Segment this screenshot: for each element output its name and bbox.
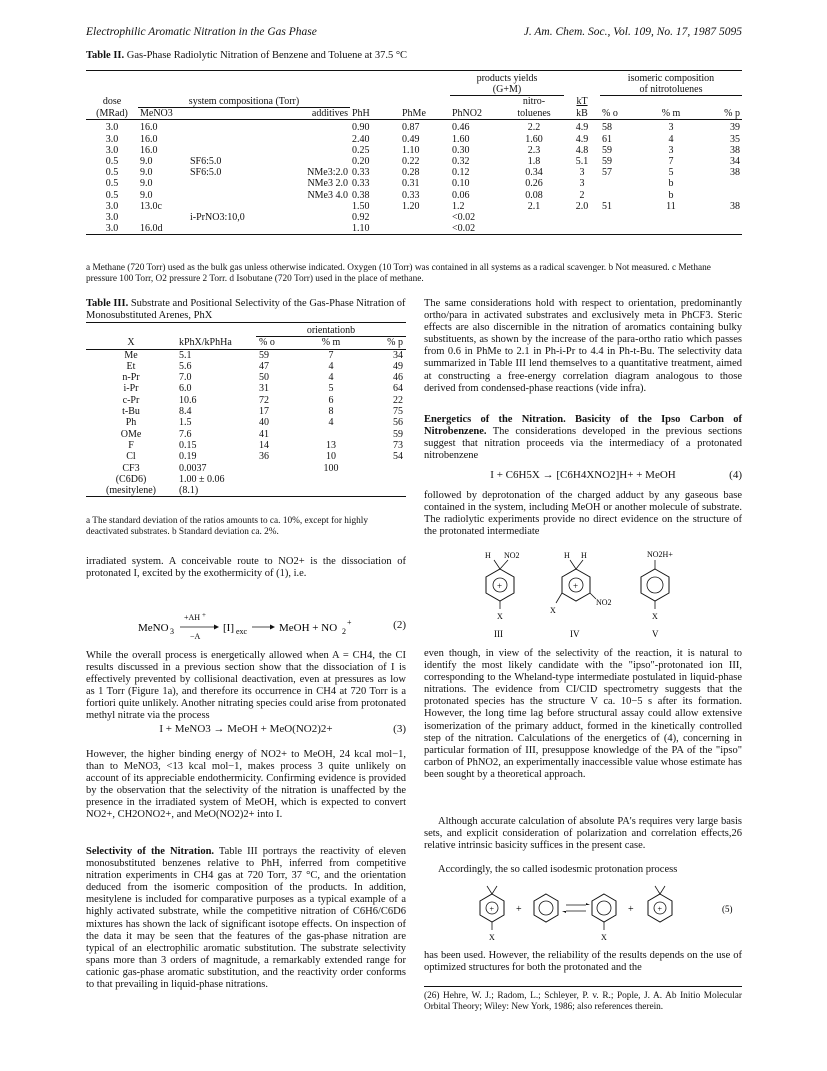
- table2-cell: 9.0: [140, 155, 153, 167]
- table3: [86, 322, 406, 497]
- table3-cell: n-Pr: [122, 372, 140, 384]
- table2-cell: 0.22: [402, 155, 420, 167]
- structure-atom-label: NO2H+: [647, 550, 673, 559]
- table2-cell: <0.02: [452, 211, 476, 223]
- table2-cell: [696, 212, 742, 223]
- table2-cell: [188, 120, 264, 134]
- table2-cell: 11: [666, 200, 676, 212]
- table2-cell: 5: [668, 167, 674, 179]
- table3-cell: Me: [124, 349, 138, 361]
- table3-cell: [356, 474, 406, 485]
- table3-cell: t-Bu: [122, 406, 140, 418]
- table2-cell: 0.33: [352, 178, 370, 190]
- table2-cell: 13.0c: [140, 200, 162, 212]
- table2-cell: 38: [730, 167, 740, 179]
- table2-cell: 2.2: [527, 122, 541, 134]
- svg-text:MeNO: MeNO: [138, 622, 169, 634]
- table3-cell: 0.0037: [179, 462, 207, 474]
- table2-cell: [504, 212, 564, 223]
- svg-text:+: +: [347, 618, 352, 627]
- table2-cell: NMe3:2.0: [307, 167, 348, 179]
- left-paragraph-4-heading: Selectivity of the Nitration.: [86, 846, 215, 857]
- equation-4-number: (4): [729, 469, 742, 481]
- table3-cell: 5: [328, 383, 334, 395]
- table2-cell: [600, 212, 646, 223]
- table3-cell: [306, 485, 356, 497]
- table3-cell: 4: [328, 417, 334, 429]
- table3-cell: 13: [326, 439, 336, 451]
- table3-row: [86, 395, 406, 406]
- reference-26: (26) Hehre, W. J.; Radom, L.; Schleyer, P. v. R.; Pople, J. A. Ab Initio Molecular Orbital Theory; Wiley: New York, 1986; also references therein.: [424, 991, 742, 1012]
- table3-cell: 41: [259, 428, 269, 440]
- table2-cell: 2.3: [527, 144, 541, 156]
- table2-cell: 0.92: [352, 211, 370, 223]
- table2-row: [86, 145, 742, 156]
- table2-title: Gas-Phase Radiolytic Nitration of Benzene and Toluene at 37.5 °C: [126, 50, 408, 61]
- table2-row: [86, 167, 742, 178]
- table3-cell: Cl: [126, 451, 136, 463]
- table2-cell: 2.1: [527, 200, 541, 212]
- equation-5-number: (5): [722, 904, 733, 914]
- table3-cell: 75: [393, 406, 403, 418]
- table3-cell: 6: [328, 394, 334, 406]
- table3-cell: 14: [259, 439, 269, 451]
- table3-cell: 8: [328, 406, 334, 418]
- table3-cell: [306, 474, 356, 485]
- table2-cell: NMe3 4.0: [307, 189, 348, 201]
- table2-cell: [264, 145, 350, 156]
- table3-title: Substrate and Positional Selectivity of the Gas-Phase Nitration of Monosubstituted Arenes, PhX: [86, 298, 406, 321]
- table2-cell: 58: [602, 122, 612, 134]
- eq5-substituent-label: X: [601, 933, 607, 942]
- left-paragraph-4-text: Table III portrays the reactivity of eleven monosubstituted benzenes relative to PhH, inferred from competitive nitration experiments in CH4 gas at 720 Torr, 37 °C, and the orientation deduced from the isomeric composition of the products. In addition, mesitylene is included for comparative purposes as a typical example of a highly activated substrate, while the competitive nitration of C6H6/C6D6 mixtures has shown the lack of significant isotope effects. On inspection of the data it may be seen that the features of the gas-phase nitration are typical of an electrophilic aromatic substitution. The substrate selectivity spans more than 3 orders of magnitude, a remarkably extended range for cationic gas-phase aromatic substitution, and the reactivity order conforms to that prevailing in liquid-phase nitrations.: [86, 846, 406, 991]
- table2-cell: [696, 223, 742, 235]
- table3-cell: 100: [323, 462, 339, 474]
- table2-cell: 16.0: [140, 122, 158, 134]
- table2-cell: 39: [730, 122, 740, 134]
- table2-cell: 4.9: [575, 133, 589, 145]
- equation-3: [86, 723, 406, 735]
- table2-cell: 59: [602, 155, 612, 167]
- table3-cell: 73: [393, 439, 403, 451]
- table2-cell: [188, 223, 264, 235]
- svg-text:+: +: [497, 581, 503, 591]
- right-paragraph-2-heading: Energetics of the Nitration. Basicity of the Ipso Carbon of Nitrobenzene.: [424, 414, 742, 438]
- table2-cell: 7: [668, 155, 674, 167]
- eq5-ring-2: [534, 894, 558, 922]
- table2-cell: 0.38: [352, 189, 370, 201]
- footnote-rule: [424, 986, 742, 987]
- table3-header-row1: orientationb: [86, 323, 406, 337]
- table3-cell: F: [128, 439, 134, 451]
- table2-cell: 0.28: [402, 167, 420, 179]
- table2-cell: 0.10: [452, 178, 470, 190]
- table3-cell: (C6D6): [115, 473, 147, 485]
- table2-cell: 0.33: [352, 167, 370, 179]
- table3-label: Table III.: [86, 298, 129, 309]
- table3-cell: 7.0: [179, 372, 192, 384]
- running-header-journal: J. Am. Chem. Soc., Vol. 109, No. 17, 1987 5095: [523, 26, 742, 38]
- table3-cell: 6.0: [179, 383, 192, 395]
- table2-cell: 1.10: [402, 144, 420, 156]
- table2-cell: 3.0: [105, 122, 119, 134]
- table3-cell: 47: [259, 360, 269, 372]
- table3-cell: [356, 485, 406, 497]
- table2-row: [86, 178, 742, 189]
- table2-cell: 9.0: [140, 178, 153, 190]
- table2-cell: 2: [579, 189, 585, 201]
- table3-cell: 4: [328, 372, 334, 384]
- right-paragraph-1: The same considerations hold with respect to orientation, predominantly ortho/para in activated substrates and exclusively meta in PhCF3. Steric effects are also discernible in the nitration of aromatics containing bulky substituents, as shown by the increase of the para-ortho ratio which passes from 0.6 in PhMe to 2.1 in Ph-i-Pr to 4.4 in Ph-t-Bu. The selectivity data summarized in Table III lend themselves to a quantitative treatment, aimed at constructing a free-energy correlation diagram analogous to those derived from condensed-phase reactions (vide infra).: [424, 298, 742, 394]
- svg-text:+: +: [202, 612, 206, 619]
- table3-cell: OMe: [120, 428, 142, 440]
- table2-row: [86, 201, 742, 212]
- table3-cell: 56: [393, 417, 403, 429]
- table3-row: [86, 372, 406, 383]
- structure-V: [641, 550, 673, 621]
- table2-row: [86, 212, 742, 223]
- left-paragraph-3: However, the higher binding energy of NO2+ to MeOH, 24 kcal mol−1, than to MeNO3, <13 kcal mol−1, makes process 3 quite unlikely on account of its appreciable endothermicity. Confirming evidence is provided by the observation that the selectivity of the nitration is unaffected by the presence in the irradiated system of MeOH, which is expected to convert NO2+, CH2ONO2+, and MeO(NO2)2+ into I.: [86, 749, 406, 821]
- table3-row: [86, 440, 406, 451]
- structure-atom-label: H: [485, 551, 491, 560]
- table2-cell: [564, 223, 600, 235]
- table2-cell: 16.0: [140, 144, 158, 156]
- table2-cell: 4.8: [575, 144, 589, 156]
- table2-cell: 0.31: [402, 178, 420, 190]
- table2-cell: 0.5: [105, 189, 119, 201]
- table2-cell: 16.0d: [140, 223, 163, 235]
- table2-row: [86, 156, 742, 167]
- table3-cell: [256, 474, 306, 485]
- right-paragraph-6: Accordingly, the so called isodesmic protonation process: [438, 864, 678, 875]
- table2-cell: 0.26: [525, 178, 543, 190]
- table3-cell: (8.1): [179, 485, 199, 497]
- table3-row: [86, 406, 406, 417]
- table2-cell: [646, 212, 696, 223]
- table2-cell: [264, 201, 350, 212]
- table2-cell: [188, 178, 264, 189]
- table3-row: [86, 349, 406, 361]
- table2-products-head: products yields (G+M): [476, 73, 538, 96]
- table2-cell: i-PrNO3:10,0: [190, 211, 245, 223]
- table3-cell: 31: [259, 383, 269, 395]
- table2-cell: 1.2: [452, 200, 465, 212]
- table2-cell: 3.0: [105, 133, 119, 145]
- table2-header-row1: [86, 71, 742, 96]
- table2-cell: 0.5: [105, 155, 119, 167]
- table2-cell: 3: [668, 122, 674, 134]
- table2-header-row2: dose system compositiona (Torr) nitro- kT: [86, 96, 742, 108]
- svg-text:3: 3: [170, 627, 174, 636]
- table2-cell: 3: [668, 144, 674, 156]
- table3-row: [86, 485, 406, 497]
- table2-cell: 3.0: [105, 144, 119, 156]
- table2-cell: [600, 190, 646, 201]
- svg-text:+: +: [657, 904, 663, 914]
- table2-cell: [564, 212, 600, 223]
- structure-number-label: V: [652, 629, 659, 639]
- equation-2: [86, 612, 406, 642]
- table2-cell: 0.06: [452, 189, 470, 201]
- table2-cell: 0.33: [402, 189, 420, 201]
- table2-cell: [188, 134, 264, 145]
- right-paragraph-2-text: The considerations developed in the previous sections suggest that nitration proceeds via the intermediacy of a protonated nitrobenzene: [424, 426, 742, 462]
- table2-cell: 1.10: [352, 223, 370, 235]
- eq5-ring-1: [480, 886, 504, 942]
- table2-cell: [138, 212, 188, 223]
- table2-cell: 38: [730, 144, 740, 156]
- equation-5-scheme: [470, 880, 742, 946]
- table2-cell: 0.49: [402, 133, 420, 145]
- table2-cell: 57: [602, 167, 612, 179]
- svg-text:+: +: [573, 581, 579, 591]
- table3-cell: [256, 485, 306, 497]
- table2-cell: 4: [668, 133, 674, 145]
- eq5-substituent-label: X: [489, 933, 495, 942]
- equation-2-arrow: [86, 612, 406, 642]
- table2-cell: 0.87: [402, 122, 420, 134]
- table2-cell: SF6:5.0: [190, 155, 222, 167]
- table2-cell: b: [668, 189, 674, 201]
- svg-text:exc: exc: [236, 627, 248, 636]
- right-paragraph-2: [424, 414, 742, 462]
- table2-header-row3: (MRad) MeNO3 additives PhH PhMe PhNO2 toluenes kB % o % m % p: [86, 108, 742, 120]
- structure-atom-label: H: [564, 551, 570, 560]
- table3-row: [86, 429, 406, 440]
- eq5-ring-3: [592, 894, 616, 942]
- table2-cell: 1.50: [352, 200, 370, 212]
- table2-row: [86, 134, 742, 145]
- table2-cell: 2.40: [352, 133, 370, 145]
- structure-III: [485, 551, 520, 621]
- table2-caption: [86, 50, 407, 61]
- table3-cell: i-Pr: [123, 383, 139, 395]
- table2-cell: 4.9: [575, 122, 589, 134]
- table2-row: [86, 190, 742, 201]
- table2-row: [86, 120, 742, 134]
- table2-cell: 0.34: [525, 167, 543, 179]
- table2-row: [86, 223, 742, 235]
- running-header: [86, 26, 742, 38]
- table3-cell: 54: [393, 451, 403, 463]
- table3-cell: 10: [326, 451, 336, 463]
- table3-row: [86, 451, 406, 462]
- table3-cell: 59: [393, 428, 403, 440]
- table3-cell: 7: [328, 349, 334, 361]
- table2-cell: [646, 223, 696, 235]
- table2-cell: 1.8: [527, 155, 541, 167]
- table2-cell: [504, 223, 564, 235]
- eq5-ring-4: [648, 886, 672, 922]
- table3-cell: c-Pr: [122, 394, 140, 406]
- table3-cell: Ph: [125, 417, 137, 429]
- left-paragraph-4: [86, 846, 406, 991]
- table3-cell: 36: [259, 451, 269, 463]
- table3-cell: 7.6: [179, 428, 192, 440]
- table3-cell: 22: [393, 394, 403, 406]
- svg-text:+: +: [628, 904, 634, 915]
- structure-number-label: III: [494, 629, 503, 639]
- table3-cell: 64: [393, 383, 403, 395]
- left-paragraph-2: While the overall process is energetically allowed when A = CH4, the CI results discussed in a previous section show that the dissociation of I is effectively prevented by collisional deactivation, even at pressures as low as 1 Torr (Figure 1a), and therefore its occurrence in CH4 at 720 Torr is a fortiori quite unlikely. Another nitrating species could arise from protonated methyl nitrate via the process: [86, 650, 406, 722]
- structure-atom-label: X: [652, 612, 658, 621]
- table3-cell: Et: [126, 360, 136, 372]
- table3-row: [86, 417, 406, 428]
- structure-atom-label: X: [497, 612, 503, 621]
- table2-cell: [400, 212, 450, 223]
- table3-cell: [306, 429, 356, 440]
- table3-cell: 5.1: [179, 349, 192, 361]
- structure-atom-label: H: [581, 551, 587, 560]
- table3-row: [86, 463, 406, 474]
- table2-cell: 51: [602, 200, 612, 212]
- structure-IV: [550, 551, 612, 615]
- table2-cell: 0.32: [452, 155, 470, 167]
- svg-text:−A: −A: [190, 632, 201, 641]
- table3-header-row2: X kPhX/kPhHa % o % m % p: [86, 337, 406, 349]
- table2-cell: [600, 178, 646, 189]
- table2-cell: [264, 212, 350, 223]
- table2-label: Table II.: [86, 50, 125, 61]
- table2-cell: 0.12: [452, 167, 470, 179]
- table3-cell: 72: [259, 394, 269, 406]
- table3-cell: 34: [393, 349, 403, 361]
- table2-cell: 16.0: [140, 133, 158, 145]
- table2-cell: SF6:5.0: [190, 167, 222, 179]
- table2-cell: 59: [602, 144, 612, 156]
- svg-text:MeOH + NO: MeOH + NO: [279, 622, 338, 634]
- table2-cell: [400, 223, 450, 235]
- table2-isomeric-head: isomeric composition of nitrotoluenes: [627, 73, 715, 96]
- table3-cell: (mesitylene): [106, 485, 156, 497]
- right-paragraph-3: followed by deprotonation of the charged adduct by any gaseous base contained in the system, including MeOH or another molecule of substrate. The radiolytic experiments provide no direct evidence on the structure of the protonated intermediate: [424, 490, 742, 538]
- table2-cell: [188, 145, 264, 156]
- right-paragraph-7: has been used. However, the reliability of the results depends on the use of optimized structures for both the protonated and the: [424, 950, 742, 974]
- table3-cell: 4: [328, 360, 334, 372]
- table2-cell: [264, 156, 350, 167]
- equation-3-text: I + MeNO3 → MeOH + MeO(NO2)2+: [159, 723, 333, 735]
- svg-text:2: 2: [342, 627, 346, 636]
- table3-cell: 59: [259, 349, 269, 361]
- table2-cell: 3.0: [105, 200, 119, 212]
- table2: [86, 70, 742, 235]
- table3-cell: 5.6: [179, 360, 192, 372]
- table3-cell: CF3: [122, 462, 140, 474]
- table2-cell: 1.20: [402, 200, 420, 212]
- table3-cell: 0.15: [179, 439, 197, 451]
- table2-cell: 1.60: [525, 133, 543, 145]
- table3-footnote: a The standard deviation of the ratios amounts to ca. 10%, except for highly deactivated substrates. b Standard deviation ca. 2%.: [86, 516, 369, 537]
- table3-cell: 40: [259, 417, 269, 429]
- table2-cell: 9.0: [140, 189, 153, 201]
- table3-cell: 8.4: [179, 406, 192, 418]
- table2-cell: 3: [579, 178, 585, 190]
- table2-cell: [600, 223, 646, 235]
- structure-atom-label: NO2: [504, 551, 520, 560]
- equation-4: [424, 469, 742, 481]
- table2-cell: 9.0: [140, 167, 153, 179]
- table2-cell: 0.08: [525, 189, 543, 201]
- table2-cell: 0.46: [452, 122, 470, 134]
- table3-cell: 10.6: [179, 394, 197, 406]
- right-paragraph-4: even though, in view of the selectivity of the reaction, it is natural to identify the most likely candidate with the "ipso"-protonated ion III, corresponding to the Wheland-type intermediate postulated in liquid-phase nitrations. The evidence from CI/CID spectrometry suggests that the protonated species has the structure V ca. 10−5 s after its formation. However, the long time lag before structural assay could allow extensive isomerization of the primary adduct, formed in the kinetically controlled step of the nitration. Calculations of the energetics of (4), concerning in particular formation of III, presuppose knowledge of the PA of the "ipso" carbon of PhNO2, an experimentally inaccessible value whose estimate has been sought by a theoretical approach.: [424, 648, 742, 780]
- table3-row: [86, 383, 406, 394]
- table2-cell: [264, 120, 350, 134]
- structures-III-IV-V: [470, 547, 710, 641]
- table3-cell: 50: [259, 372, 269, 384]
- table2-cell: 1.60: [452, 133, 470, 145]
- table2-cell: 0.5: [105, 167, 119, 179]
- structure-atom-label: X: [550, 606, 556, 615]
- table2-cell: [264, 134, 350, 145]
- structure-number-label: IV: [570, 629, 580, 639]
- structure-atom-label: NO2: [596, 598, 612, 607]
- table2-cell: [696, 190, 742, 201]
- running-header-title: Electrophilic Aromatic Nitration in the Gas Phase: [86, 26, 317, 38]
- table2-footnote: a Methane (720 Torr) used as the bulk gas unless otherwise indicated. Oxygen (10 Torr) was contained in all systems as a radical scavenger. b Not measured. c Methane pressure 100 Torr, O2 pressure 2 Torr. d Isobutane (720 Torr) used in the place of methane.: [86, 263, 711, 284]
- table2-cell: [188, 201, 264, 212]
- table3-cell: [356, 463, 406, 474]
- table3-cell: 1.5: [179, 417, 192, 429]
- table2-cell: NMe3 2.0: [307, 178, 348, 190]
- equation-4-text: I + C6H5X → [C6H4XNO2]H+ + MeOH: [490, 469, 676, 481]
- table3-row: [86, 361, 406, 372]
- svg-text:+: +: [516, 904, 522, 915]
- right-paragraph-5: Although accurate calculation of absolute PA's requires very large basis sets, and explicit consideration of polarization and correlation effects,26 relative intrinsic basicity suffices in the present case.: [424, 816, 742, 852]
- table2-cell: 35: [730, 133, 740, 145]
- table2-cell: 3.0: [105, 211, 119, 223]
- table2-cell: b: [668, 178, 674, 190]
- table2-cell: 3.0: [105, 223, 119, 235]
- table2-cell: 0.30: [452, 144, 470, 156]
- svg-text:+: +: [489, 904, 495, 914]
- table2-cell: <0.02: [452, 223, 476, 235]
- equation-3-number: (3): [393, 723, 406, 735]
- table2-cell: 0.20: [352, 155, 370, 167]
- table3-cell: 17: [259, 406, 269, 418]
- table2-cell: [188, 190, 264, 201]
- table3-cell: 49: [393, 360, 403, 372]
- svg-text:+AH: +AH: [184, 613, 201, 622]
- svg-text:[I]: [I]: [223, 622, 234, 634]
- table2-cell: 34: [730, 155, 740, 167]
- table3-cell: 1.00 ± 0.06: [179, 473, 225, 485]
- table3-cell: 46: [393, 372, 403, 384]
- table2-cell: [264, 223, 350, 235]
- table2-cell: 3: [579, 167, 585, 179]
- left-paragraph-1: irradiated system. A conceivable route to NO2+ is the dissociation of protonated I, excited by the exothermicity of (1), i.e.: [86, 556, 406, 580]
- table2-cell: 0.25: [352, 144, 370, 156]
- table3-cell: 0.19: [179, 451, 197, 463]
- table2-cell: 0.90: [352, 122, 370, 134]
- table2-cell: 2.0: [575, 200, 589, 212]
- table2-cell: 61: [602, 133, 612, 145]
- equation-2-number: (2): [393, 619, 406, 631]
- table3-cell: [256, 463, 306, 474]
- table3-row: [86, 474, 406, 485]
- table2-cell: 5.1: [575, 155, 589, 167]
- table2-cell: [696, 178, 742, 189]
- table2-cell: 0.5: [105, 178, 119, 190]
- table3-caption: [86, 298, 406, 322]
- table2-cell: 38: [730, 200, 740, 212]
